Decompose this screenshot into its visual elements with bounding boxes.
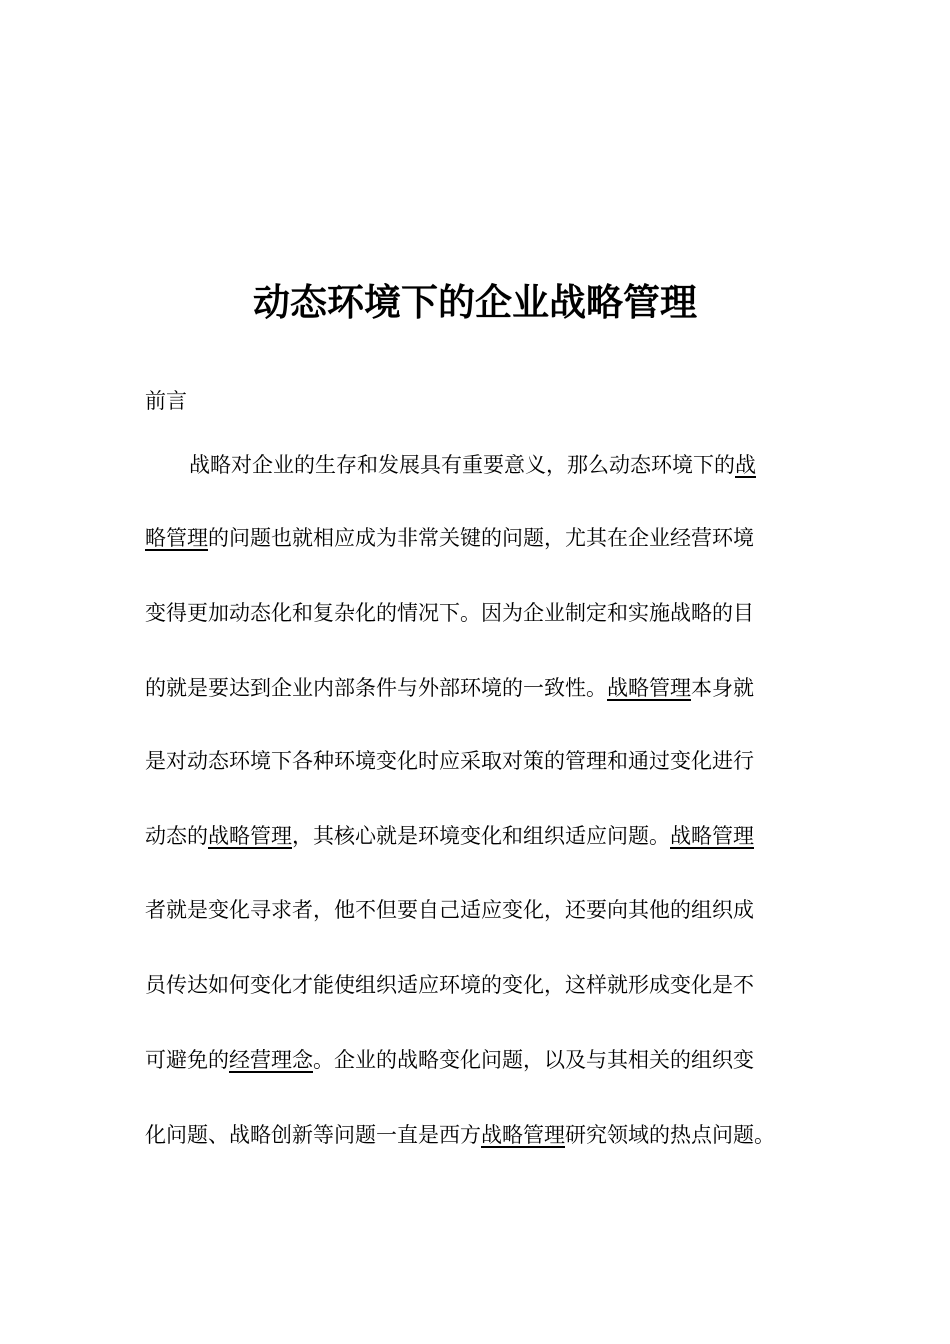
text-run: 。企业的战略变化问题，以及与其相关的组织变	[313, 1048, 754, 1072]
paragraph-line	[145, 1045, 805, 1075]
text-run: 本身就	[691, 676, 754, 700]
paragraph-line	[145, 1120, 805, 1150]
text-run: 可避免的	[145, 1048, 229, 1072]
term-link[interactable]: 战	[735, 453, 756, 477]
text-run: 的问题也就相应成为非常关键的问题，尤其在企业经营环境	[208, 526, 754, 550]
term-link[interactable]: 战略管理	[481, 1123, 565, 1147]
text-run: 化问题、战略创新等问题一直是西方	[145, 1123, 481, 1147]
paragraph-line	[145, 673, 805, 703]
text-run: 动态的	[145, 824, 208, 848]
text-run: 的就是要达到企业内部条件与外部环境的一致性。	[145, 676, 607, 700]
term-link[interactable]: 战略管理	[607, 676, 691, 700]
paragraph-line	[145, 523, 805, 553]
text-run: 员传达如何变化才能使组织适应环境的变化，这样就形成变化是不	[145, 973, 754, 997]
document-title: 动态环境下的企业战略管理	[253, 280, 697, 324]
paragraph-line	[145, 895, 805, 925]
text-run: 是对动态环境下各种环境变化时应采取对策的管理和通过变化进行	[145, 749, 754, 773]
text-run: 战略对企业的生存和发展具有重要意义，那么动态环境下的	[189, 453, 735, 477]
section-heading: 前言	[145, 389, 187, 413]
term-link[interactable]: 略管理	[145, 526, 208, 550]
paragraph-line	[145, 970, 805, 1000]
paragraph-line	[189, 450, 805, 480]
text-run: 变得更加动态化和复杂化的情况下。因为企业制定和实施战略的目	[145, 601, 754, 625]
text-run: 者就是变化寻求者，他不但要自己适应变化，还要向其他的组织成	[145, 898, 754, 922]
paragraph-line	[145, 598, 805, 628]
text-run: 研究领域的热点问题。	[565, 1123, 775, 1147]
text-run: ，其核心就是环境变化和组织适应问题。	[292, 824, 670, 848]
term-link[interactable]: 战略管理	[670, 824, 754, 848]
term-link[interactable]: 经营理念	[229, 1048, 313, 1072]
paragraph-line	[145, 746, 805, 776]
paragraph-line	[145, 821, 805, 851]
term-link[interactable]: 战略管理	[208, 824, 292, 848]
